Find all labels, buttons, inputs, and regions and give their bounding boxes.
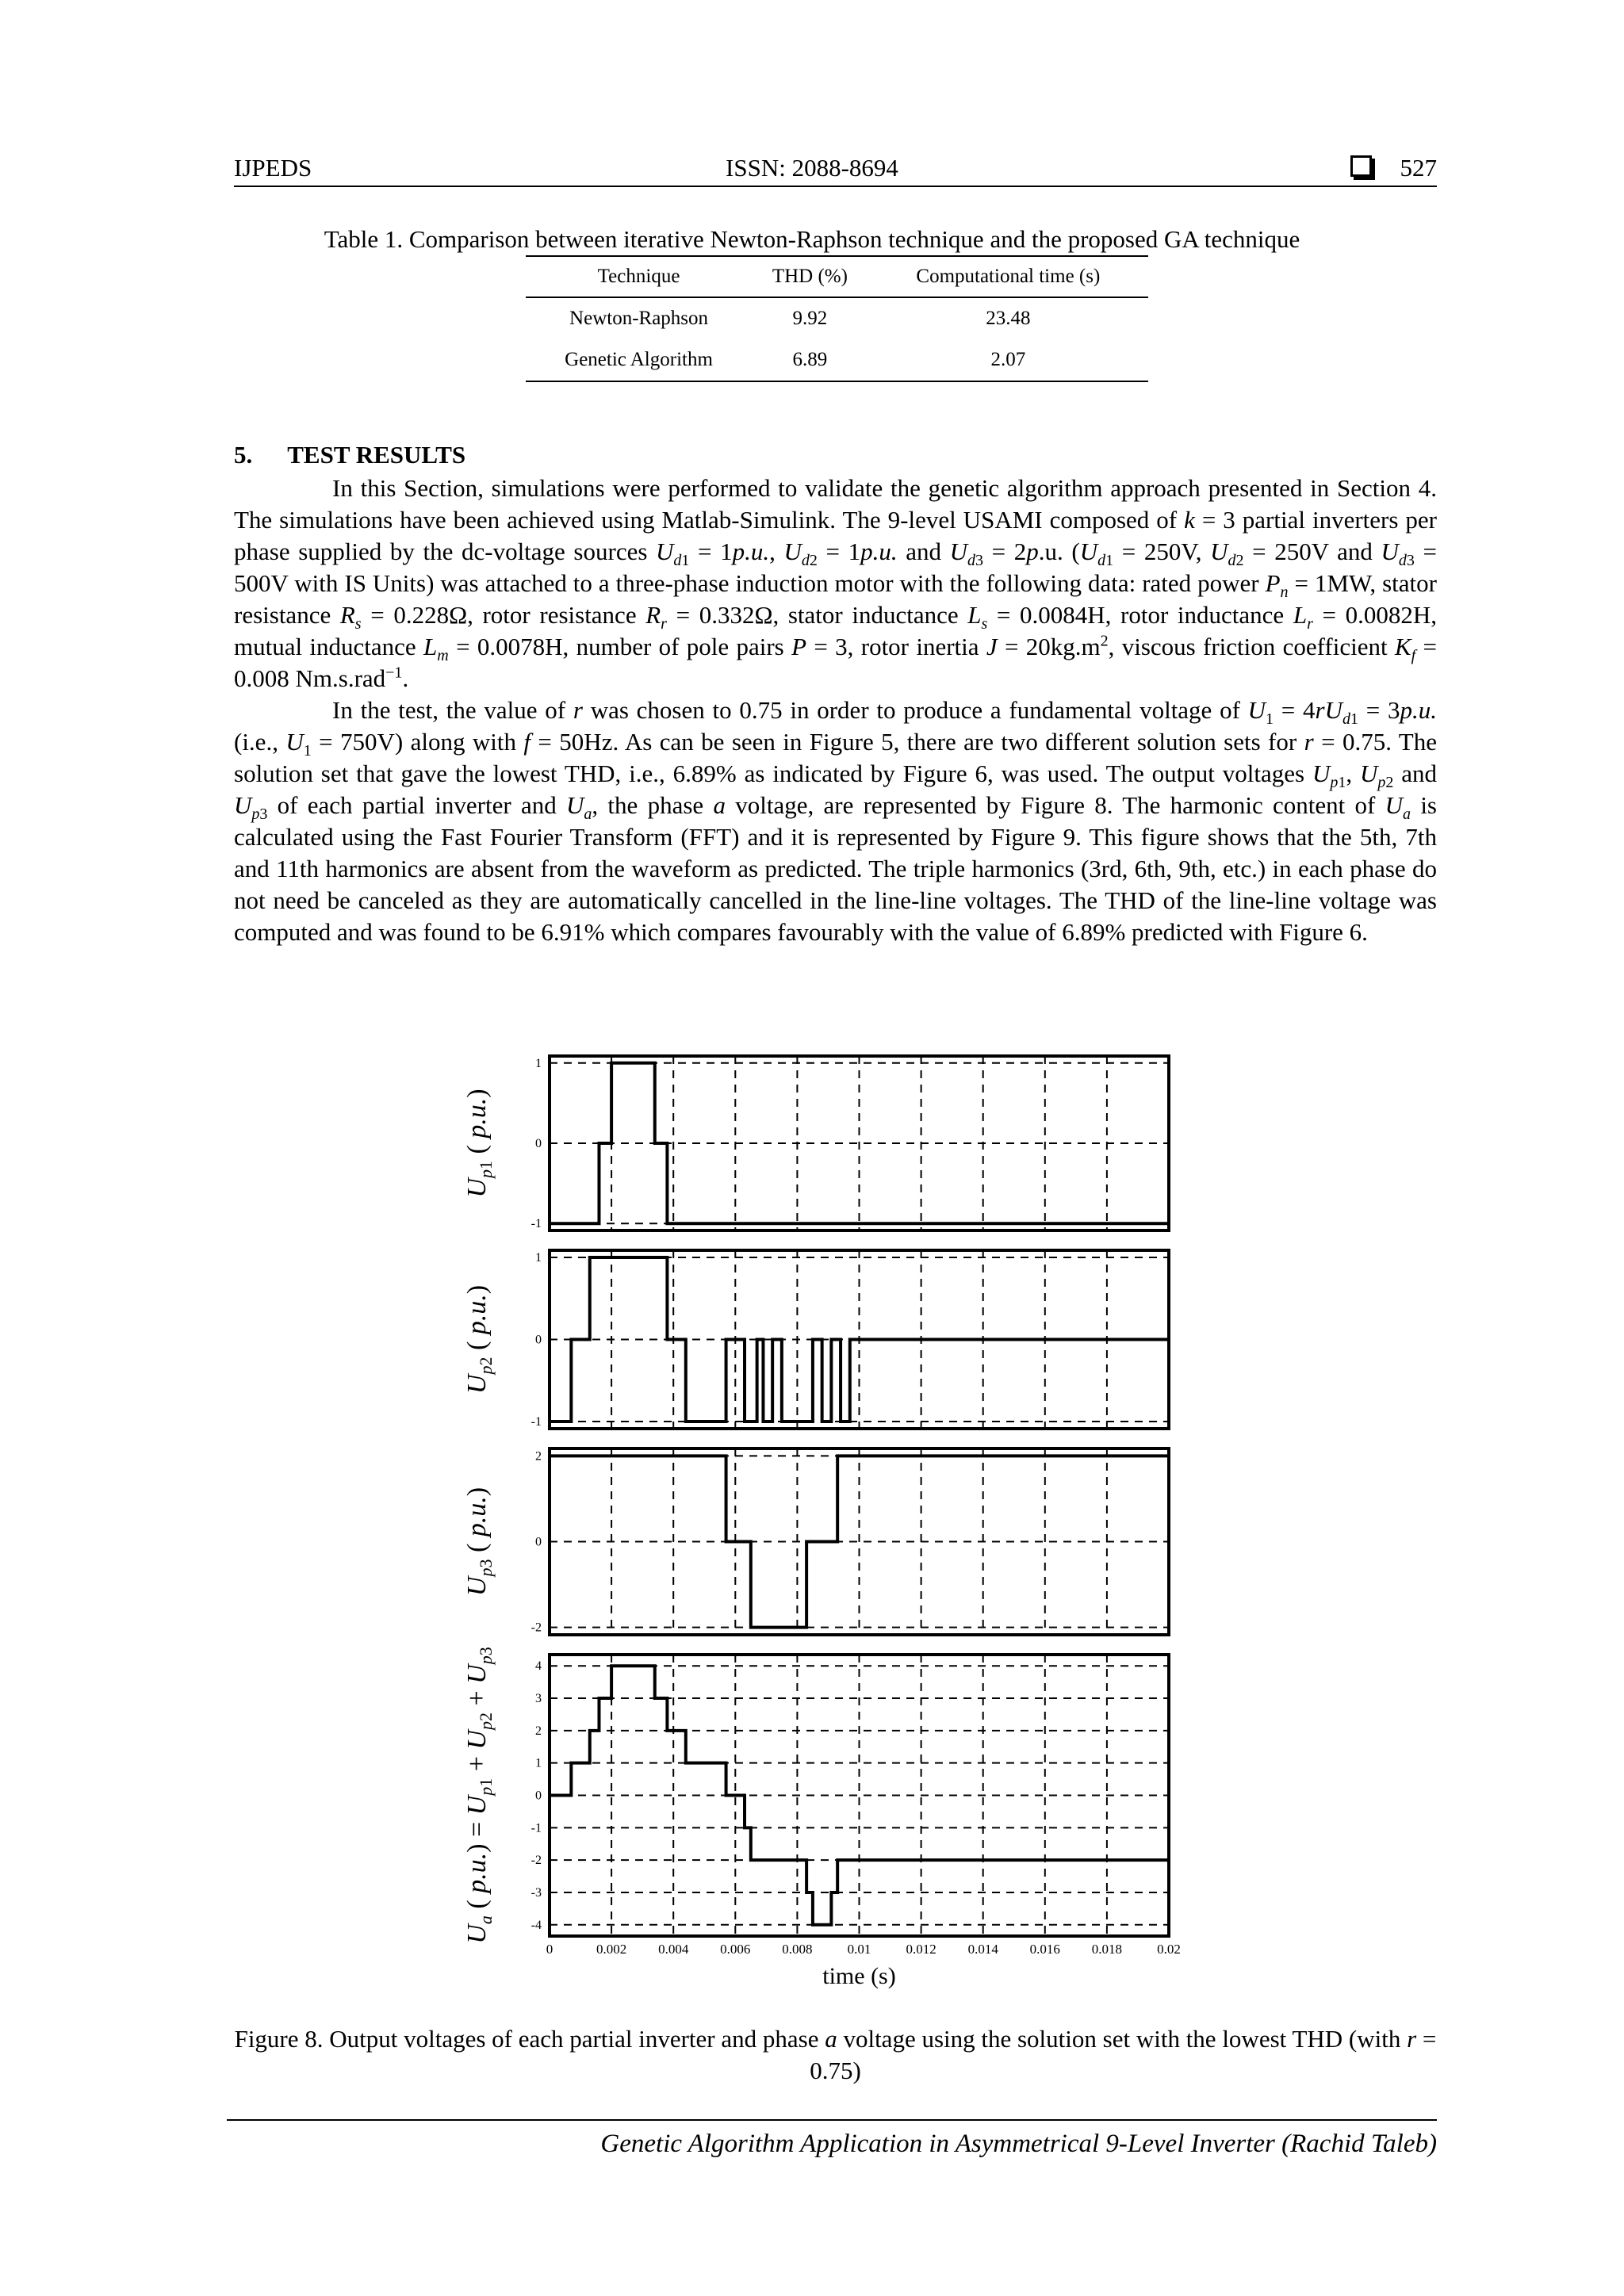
table-cell: 6.89 — [752, 339, 868, 381]
page-number: 527 — [1400, 154, 1437, 182]
table-header-cell: Technique — [526, 256, 752, 297]
table-cell: Newton-Raphson — [569, 308, 709, 329]
x-tick-label: 0.014 — [967, 1942, 998, 1957]
x-tick-label: 0.002 — [596, 1942, 627, 1957]
y-tick-label: 2 — [535, 1724, 542, 1738]
x-tick-label: 0.018 — [1091, 1942, 1123, 1957]
y-axis-label: $U_p3$ ( p.u.) — [462, 1487, 496, 1597]
square-icon — [1350, 155, 1372, 177]
y-tick-label: -4 — [530, 1918, 542, 1932]
table-header-cell: THD (%) — [752, 256, 868, 297]
figure-8-waveforms — [460, 1048, 1189, 1999]
issn: ISSN: 2088-8694 — [726, 154, 898, 182]
table-caption: Table 1. Comparison between iterative Newton-Raphson technique and the proposed GA technique — [324, 225, 1300, 253]
table-row — [526, 339, 1148, 381]
table-row — [526, 297, 1148, 339]
header-rule — [234, 186, 1437, 187]
x-tick-label: 0.004 — [658, 1942, 689, 1957]
y-tick-label: 0 — [535, 1137, 542, 1150]
x-tick-label: 0.016 — [1029, 1942, 1060, 1957]
paragraph: In the test, the value of r was chosen to 0.75 in order to produce a fundamental voltage of $U_1 = 4rU_{d1} = 3p.u$. (i.e., $U_1 = 750V$) along with f = 50Hz. As can be seen in Figure 5, there are two different solution sets for r = 0.75. The solution set that gave the lowest THD, i.e., 6.89% as indicated by Figure 6, was used. The output voltages $U_{p1}$, $U_{p2}$ and $U_{p3}$ of each partial inverter and $U_a$, the phase a voltage, are represented by Figure 8. The harmonic content of $U_a$ is calculated using the Fast Fourier Transform (FFT) and it is represented by Figure 9. This figure shows that the 5th, 7th and 11th harmonics are absent from the waveform as predicted. The triple harmonics (3rd, 6th, 9th, etc.) in each phase do not need be canceled as they are automatically cancelled in the line-line voltages. The THD of the line-line voltage was computed and was found to be 6.91% which compares favourably with the value of 6.89% predicted with Figure 6. — [234, 696, 1438, 946]
y-tick-label: -1 — [530, 1415, 542, 1429]
x-axis-label: time (s) — [822, 1963, 896, 1989]
table-cell: 9.92 — [792, 308, 828, 329]
x-tick-label: 0.02 — [1157, 1942, 1181, 1957]
x-tick-label: 0.008 — [782, 1942, 813, 1957]
figure-caption: Figure 8. Output voltages of each partial inverter and phase a voltage using the solution set with the lowest THD (with r = 0.75) — [234, 2025, 1437, 2084]
running-footer: Genetic Algorithm Application in Asymmetrical 9-Level Inverter (Rachid Taleb) — [600, 2130, 1437, 2158]
x-tick-label: 0.01 — [847, 1942, 871, 1957]
y-tick-label: 3 — [535, 1692, 542, 1706]
y-tick-label: 0 — [535, 1535, 542, 1549]
y-tick-label: 2 — [535, 1449, 542, 1464]
footer-rule — [227, 2119, 1437, 2121]
table-cell: 23.48 — [986, 308, 1031, 329]
y-axis-label: $U_p2$ ( p.u.) — [462, 1284, 496, 1395]
y-axis-label: $U_a$ ( $p.u.) = U_p1 + U_p2 + U_p3$ — [462, 1647, 496, 1944]
paragraph: In this Section, simulations were performed to validate the genetic algorithm approach presented in Section 4. The simulations have been achieved using Matlab-Simulink. The 9-level USAMI composed of k = 3 partial inverters per phase supplied by the dc-voltage sources $U_{d1} = 1p.u$., $U_{d2} = 1p.u$. and $U_{d3} = 2p.u$. ($U_{d1} = 250V$, $U_{d2} = 250V$ and $U_{d3} = 500V$ with IS Units) was attached to a three-phase induction motor with the following data: rated power $P_n = 1MW$, stator resistance $R_s = 0.228\Omega$, rotor resistance $R_r = 0.332\Omega$, stator inductance $L_s = 0.0084H$, rotor inductance $L_r = 0.0082H$, mutual inductance $L_m = 0.0078H$, number of pole pairs P = 3, rotor inertia $J = 20kg.m^2$, viscous friction coefficient $K_f = 0.008$ Nm.s.rad$^{-1}$. — [234, 474, 1438, 692]
y-tick-label: -1 — [530, 1217, 542, 1231]
table-cell: 2.07 — [868, 339, 1148, 381]
journal-name: IJPEDS — [234, 154, 312, 182]
comparison-table — [526, 255, 1148, 382]
x-tick-label: 0 — [546, 1942, 553, 1957]
y-axis-label: $U_p1$ ( p.u.) — [462, 1089, 496, 1198]
y-tick-label: 0 — [535, 1789, 542, 1803]
table-cell: Genetic Algorithm — [526, 339, 752, 381]
section-heading — [234, 441, 465, 469]
y-tick-label: -2 — [530, 1854, 542, 1868]
section-number: 5. — [234, 441, 253, 469]
body-text — [234, 473, 1437, 948]
y-tick-label: 1 — [535, 1056, 542, 1070]
y-tick-label: -1 — [530, 1821, 542, 1835]
y-tick-label: 1 — [535, 1756, 542, 1770]
x-tick-label: 0.012 — [906, 1942, 936, 1957]
table-header-cell: Computational time (s) — [868, 256, 1148, 297]
y-tick-label: -2 — [530, 1621, 542, 1635]
y-tick-label: 4 — [535, 1659, 542, 1674]
x-tick-label: 0.006 — [720, 1942, 751, 1957]
y-tick-label: 1 — [535, 1251, 542, 1265]
section-title: TEST RESULTS — [287, 441, 466, 469]
y-tick-label: -3 — [530, 1885, 542, 1900]
page-number-block — [1350, 154, 1438, 182]
y-tick-label: 0 — [535, 1333, 542, 1347]
